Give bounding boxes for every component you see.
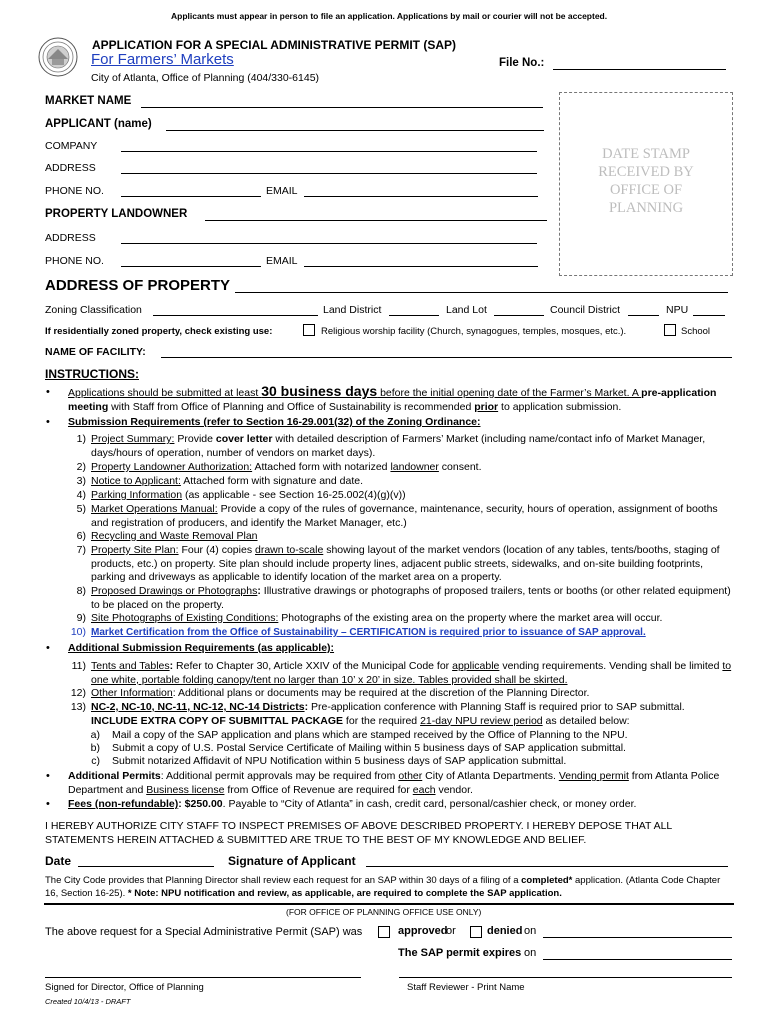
land-lot-field[interactable]	[494, 315, 544, 316]
landowner-address-label: ADDRESS	[45, 232, 96, 244]
subitem-b-number: b)	[90, 742, 100, 754]
property-address-field[interactable]	[235, 292, 728, 293]
bullet-3: •	[46, 642, 50, 654]
staff-reviewer-field[interactable]	[399, 977, 732, 978]
item-5: Market Operations Manual: Provide a copy of the rules of governance, maintenance, security, hours of operation, assignment of booths and registration of producers, and identify the Market Manager, etc.)	[91, 503, 718, 529]
school-label: School	[681, 326, 711, 337]
item-11-number: 11)	[71, 660, 86, 672]
expires-on-label: on	[524, 947, 537, 959]
item-6-number: 6)	[76, 530, 86, 542]
denied-checkbox[interactable]	[470, 926, 482, 938]
staff-reviewer-label: Staff Reviewer - Print Name	[407, 982, 525, 993]
market-name-field[interactable]	[141, 107, 543, 108]
phone-field[interactable]	[121, 196, 261, 197]
form-subtitle: For Farmers’ Markets	[91, 51, 234, 68]
zoning-label: Zoning Classification	[45, 304, 142, 316]
landowner-email-field[interactable]	[304, 266, 538, 267]
subitem-b: Submit a copy of U.S. Postal Service Certificate of Mailing within 5 business days of SAP application submittal.	[112, 742, 626, 754]
item-10-number: 10)	[70, 626, 86, 638]
landowner-label: PROPERTY LANDOWNER	[45, 208, 188, 220]
expires-label: The SAP permit expires	[398, 947, 522, 959]
item-9-number: 9)	[76, 612, 86, 624]
signature-label: Signature of Applicant	[228, 854, 356, 868]
office-use-divider	[44, 903, 734, 905]
date-stamp-box	[559, 92, 733, 276]
landowner-address-field[interactable]	[121, 243, 537, 244]
fees-line: Fees (non-refundable): $250.00. Payable to “City of Atlanta” in cash, credit card, personal/cashier check, or money order.	[68, 798, 637, 810]
bullet-5: •	[46, 798, 50, 810]
landowner-email-label: EMAIL	[266, 255, 298, 267]
email-label: EMAIL	[266, 185, 298, 197]
city-seal-icon	[38, 37, 78, 77]
applicant-label: APPLICANT (name)	[45, 118, 152, 130]
decision-date-field[interactable]	[543, 937, 732, 938]
facility-name-label: NAME OF FACILITY:	[45, 346, 146, 358]
top-notice: Applicants must appear in person to file an application. Applications by mail or courier will not be accepted.	[171, 11, 608, 21]
stamp-line-1: DATE STAMP	[602, 146, 690, 162]
address-field[interactable]	[121, 173, 537, 174]
item-7-number: 7)	[76, 544, 86, 556]
residential-check-label: If residentially zoned property, check existing use:	[45, 326, 273, 337]
market-name-label: MARKET NAME	[45, 95, 132, 107]
item-10: Market Certification from the Office of Sustainability – CERTIFICATION is required prior to issuance of SAP approval.	[91, 627, 646, 638]
stamp-line-3: OFFICE OF	[609, 182, 683, 198]
zoning-field[interactable]	[153, 315, 318, 316]
property-address-label: ADDRESS OF PROPERTY	[45, 277, 231, 294]
item-3: Notice to Applicant: Attached form with signature and date.	[91, 475, 363, 487]
stamp-line-4: PLANNING	[608, 200, 684, 216]
instruction-bullet-1: Applications should be submitted at least 30 business days before the initial opening date of the Farmer’s Market. A pre-application meeting with Staff from Office of Planning and Office of Sustainability is recommended prior to application submission.	[68, 383, 717, 413]
item-8: Proposed Drawings or Photographs: Illustrative drawings or photographs of proposed trailers, tents or booths (or other related equipment) to be placed on the property.	[91, 585, 731, 611]
stamp-line-2: RECEIVED BY	[598, 164, 694, 180]
address-label: ADDRESS	[45, 162, 96, 174]
phone-label: PHONE NO.	[45, 185, 104, 197]
item-12: Other Information: Additional plans or documents may be required at the discretion of the Planning Director.	[91, 687, 590, 699]
council-district-field[interactable]	[628, 315, 659, 316]
office-use-label: (FOR OFFICE OF PLANNING OFFICE USE ONLY)	[286, 907, 482, 917]
submission-requirements-heading: Submission Requirements (refer to Section 16-29.001(32) of the Zoning Ordinance:	[68, 416, 481, 428]
item-4-number: 4)	[76, 489, 86, 501]
worship-label: Religious worship facility (Church, synagogues, temples, mosques, etc.).	[321, 326, 627, 337]
authorization-statement: I HEREBY AUTHORIZE CITY STAFF TO INSPECT PREMISES OF ABOVE DESCRIBED PROPERTY. I HEREBY DEPOSE THAT ALL STATEMENTS HEREIN ATTACHED & SUBMITTED ARE TRUE TO THE BEST OF MY KNOWLEDGE AND BELIEF.	[45, 820, 672, 846]
land-lot-label: Land Lot	[446, 304, 487, 316]
item-5-number: 5)	[76, 503, 86, 515]
landowner-phone-label: PHONE NO.	[45, 255, 104, 267]
bullet-4: •	[46, 770, 50, 782]
item-13-number: 13)	[70, 701, 86, 713]
item-13: NC-2, NC-10, NC-11, NC-12, NC-14 Districts: Pre-application conference with Planning Staff is required prior to SAP submittal. INCLUDE EXTRA COPY OF SUBMITTAL PACKAGE for the required 21-day NPU review period as detailed below:	[91, 701, 685, 727]
denied-label: denied	[487, 925, 523, 937]
request-text: The above request for a Special Administrative Permit (SAP) was	[45, 926, 363, 938]
subitem-a: Mail a copy of the SAP application and plans which are stamped received by the Office of Planning to the NPU.	[112, 729, 628, 741]
approved-label: approved	[398, 925, 448, 937]
item-7: Property Site Plan: Four (4) copies drawn to-scale showing layout of the market vendors (location of any tables, tents/booths, staging of products, etc.) on property. Site plan should include property lines, adjacent public streets, sidewalks, and on-site building footprints, parking and driveways as applicable to identify location of the market area on a property.	[91, 544, 720, 584]
land-district-field[interactable]	[389, 315, 439, 316]
subitem-c: Submit notarized Affidavit of NPU Notification within 5 business days of SAP application submittal.	[112, 755, 567, 767]
school-checkbox[interactable]	[664, 324, 676, 336]
file-no-label: File No.:	[499, 57, 545, 69]
item-2-number: 2)	[76, 461, 86, 473]
item-6: Recycling and Waste Removal Plan	[91, 530, 258, 542]
item-1-number: 1)	[76, 433, 86, 445]
director-signature-field[interactable]	[45, 977, 361, 978]
signed-director-label: Signed for Director, Office of Planning	[45, 982, 204, 993]
additional-requirements-heading: Additional Submission Requirements (as applicable):	[68, 642, 335, 654]
additional-permits: Additional Permits: Additional permit approvals may be required from other City of Atlanta Departments. Vending permit from Atlanta Police Department and Business license from Office of Revenue are required for each vendor.	[68, 770, 720, 796]
instructions-heading: INSTRUCTIONS:	[45, 367, 139, 381]
denied-on-label: on	[524, 925, 537, 937]
or-label: or	[446, 925, 456, 937]
company-label: COMPANY	[45, 140, 98, 152]
file-no-field[interactable]	[553, 69, 726, 70]
signature-field[interactable]	[366, 866, 728, 867]
approved-checkbox[interactable]	[378, 926, 390, 938]
landowner-field[interactable]	[205, 220, 547, 221]
expires-date-field[interactable]	[543, 959, 732, 960]
npu-label: NPU	[666, 304, 689, 316]
landowner-phone-field[interactable]	[121, 266, 261, 267]
bullet-1: •	[46, 386, 50, 398]
date-field[interactable]	[78, 866, 214, 867]
item-12-number: 12)	[70, 687, 86, 699]
council-district-label: Council District	[550, 304, 621, 316]
applicant-field[interactable]	[166, 130, 544, 131]
npu-field[interactable]	[693, 315, 725, 316]
item-1: Project Summary: Provide cover letter with detailed description of Farmers’ Market (including name/contact info of Market Manager, days/hours of operation, number of vendors on market days).	[91, 433, 706, 459]
form-title: APPLICATION FOR A SPECIAL ADMINISTRATIVE PERMIT (SAP)	[92, 38, 457, 52]
item-8-number: 8)	[76, 585, 86, 597]
city-code-text: The City Code provides that Planning Director shall review each request for an SAP within 30 days of a filing of a completed* application. (Atlanta Code Chapter 16, Section 16-25). * Note: NPU notification and review, as applicable, are required to complete the SAP application.	[45, 875, 721, 899]
subitem-a-number: a)	[90, 729, 100, 741]
subitem-c-number: c)	[91, 755, 100, 767]
company-field[interactable]	[121, 151, 537, 152]
land-district-label: Land District	[323, 304, 382, 316]
item-9: Site Photographs of Existing Conditions: Photographs of the existing area on the property where the market area will occur.	[91, 612, 663, 624]
office-line: City of Atlanta, Office of Planning (404/330-6145)	[91, 72, 320, 84]
worship-checkbox[interactable]	[303, 324, 315, 336]
item-3-number: 3)	[76, 475, 86, 487]
item-2: Property Landowner Authorization: Attached form with notarized landowner consent.	[91, 461, 482, 473]
created-label: Created 10/4/13 - DRAFT	[45, 997, 131, 1006]
facility-name-field[interactable]	[161, 357, 732, 358]
item-4: Parking Information (as applicable - see Section 16-25.002(4)(g)(v))	[91, 489, 406, 501]
email-field[interactable]	[304, 196, 538, 197]
bullet-2: •	[46, 416, 50, 428]
date-label: Date	[45, 854, 72, 868]
item-11: Tents and Tables: Refer to Chapter 30, Article XXIV of the Municipal Code for applicable vending requirements. Vending shall be limited to one white, portable folding canopy/tent no larger than 10’ x 20’ in size. Tables provided shall be skirted.	[91, 660, 732, 686]
